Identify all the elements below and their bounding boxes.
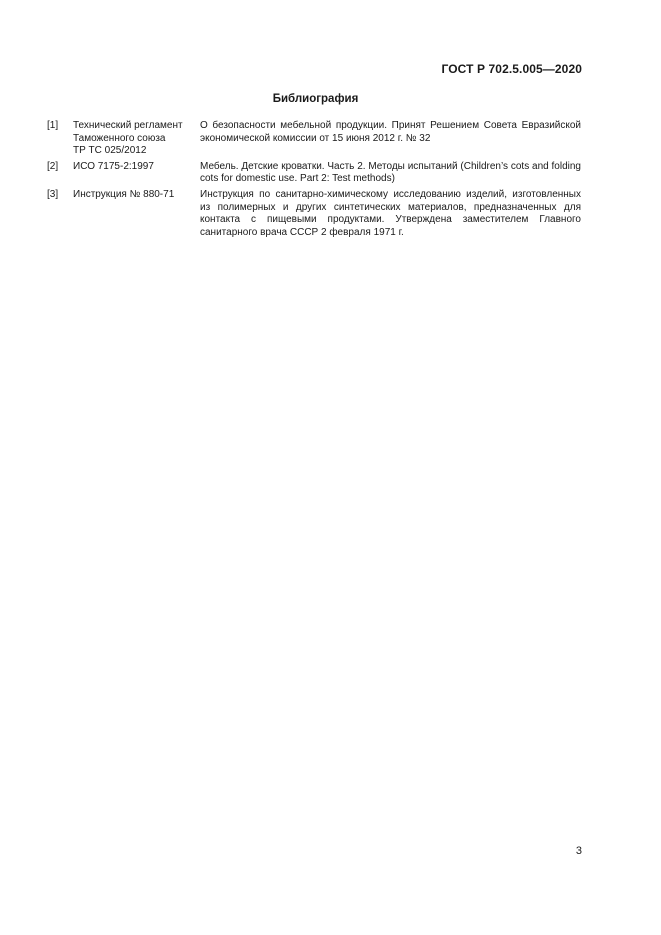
document-code: ГОСТ Р 702.5.005—2020: [441, 62, 582, 76]
entry-reference: Технический регламент Таможенного союза ТР ТС 025/2012: [73, 120, 183, 157]
bibliography-list: [47, 120, 581, 242]
bibliography-entry: [47, 120, 581, 158]
entry-description: Инструкция по санитарно-химическому исследованию изделий, изготовленных из полимерных и других синтетических материалов, предназначенных для контакта с пищевыми продуктами. Утверждена заместителем Главного санитарного врача СССР 2 февраля 1971 г.: [200, 188, 581, 238]
entry-description: Мебель. Детские кроватки. Часть 2. Методы испытаний (Children’s cots and folding cots for domestic use. Part 2: Test methods): [200, 160, 581, 185]
entry-number: [2]: [47, 160, 59, 172]
entry-description: О безопасности мебельной продукции. Принят Решением Совета Евразийской экономической комиссии от 15 июня 2012 г. № 32: [200, 120, 581, 144]
bibliography-entry: [47, 189, 581, 239]
bibliography-entry: [47, 161, 581, 186]
section-title: Библиография: [272, 93, 359, 105]
entry-number: [3]: [47, 188, 59, 200]
entry-reference: ИСО 7175-2:1997: [73, 160, 154, 172]
entry-number: [1]: [47, 120, 59, 131]
entry-reference: Инструкция № 880-71: [73, 188, 175, 200]
page-number: 3: [575, 845, 582, 857]
